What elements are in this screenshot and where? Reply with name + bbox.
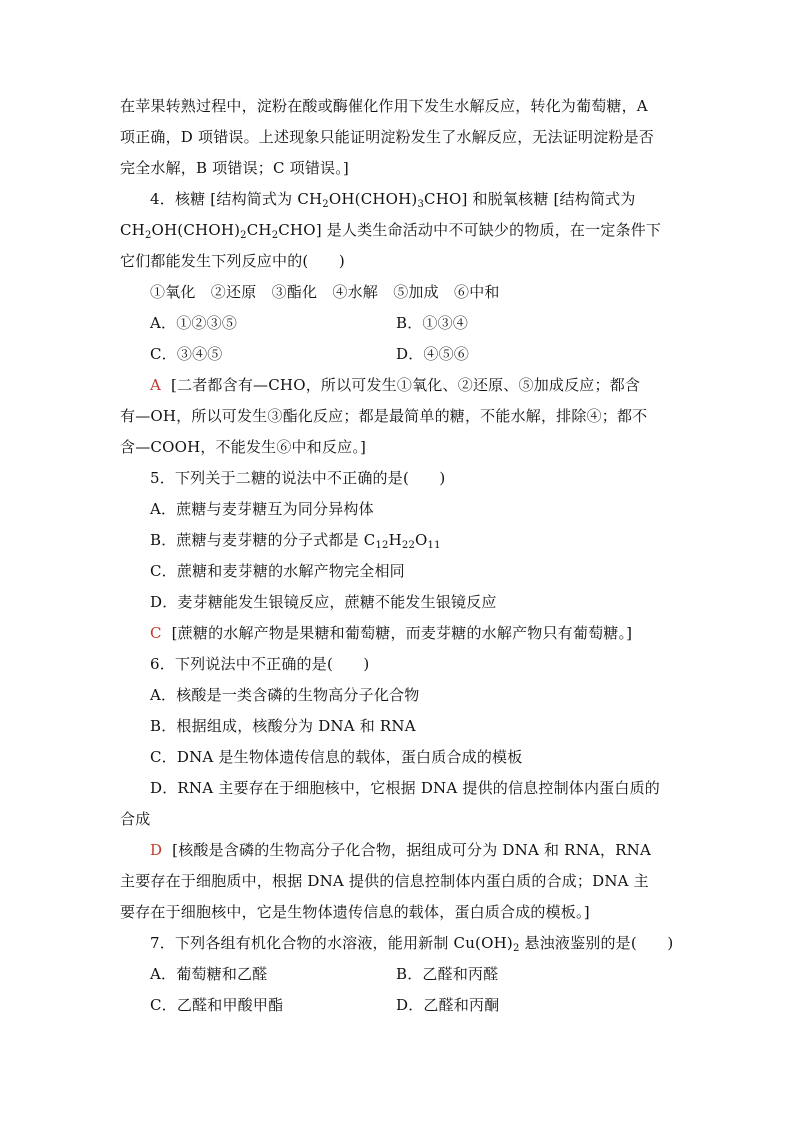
q6-answer: D: [150, 841, 163, 859]
q7-option-d: D．乙醛和丙酮: [396, 996, 500, 1014]
intro-line-1: 在苹果转熟过程中，淀粉在酸或酶催化作用下发生水解反应，转化为葡萄糖，A: [120, 97, 648, 115]
q6-option-c: C．DNA 是生物体遗传信息的载体，蛋白质合成的模板: [150, 748, 523, 766]
q6-option-b: B．根据组成，核酸分为 DNA 和 RNA: [150, 717, 416, 735]
q5-explanation: C [蔗糖的水解产物是果糖和葡萄糖，而麦芽糖的水解产物只有葡萄糖。]: [150, 624, 633, 642]
q4-option-b: B．①③④: [396, 314, 469, 332]
q6-option-d-line-1: D．RNA 主要存在于细胞核中，它根据 DNA 提供的信息控制体内蛋白质的: [150, 779, 660, 797]
q6-explanation-line-3: 要存在于细胞核中，它是生物体遗传信息的载体，蛋白质合成的模板。]: [120, 903, 590, 921]
q4-stem-line-3: 它们都能发生下列反应中的( ): [120, 252, 345, 270]
q4-explanation-line-3: 含—COOH，不能发生⑥中和反应。]: [120, 438, 367, 456]
q5-stem: 5．下列关于二糖的说法中不正确的是( ): [150, 469, 446, 487]
q5-option-a: A．蔗糖与麦芽糖互为同分异构体: [150, 500, 374, 518]
q4-reaction-list: ①氧化 ②还原 ③酯化 ④水解 ⑤加成 ⑥中和: [150, 283, 500, 301]
q6-option-a: A．核酸是一类含磷的生物高分子化合物: [150, 686, 420, 704]
q6-explanation-line-2: 主要存在于细胞质中，根据 DNA 提供的信息控制体内蛋白质的合成；DNA 主: [120, 872, 649, 890]
q7-stem: 7．下列各组有机化合物的水溶液，能用新制 $Cu(OH)_2$ 悬浊液鉴别的是( ): [150, 934, 674, 954]
q6-stem: 6．下列说法中不正确的是( ): [150, 655, 370, 673]
intro-line-3: 完全水解，B 项错误；C 项错误。]: [120, 159, 349, 177]
q4-option-d: D．④⑤⑥: [396, 345, 470, 363]
q7-option-b: B．乙醛和丙醛: [396, 965, 499, 983]
q4-stem-line-1: 4．核糖 [结构简式为 $CH_2OH(CHOH)_3CHO$] 和脱氧核糖 [结构简式为: [150, 190, 636, 210]
q4-explanation-line-2: 有—OH，所以可发生③酯化反应；都是最简单的糖，不能水解，排除④；都不: [120, 407, 648, 425]
q7-option-a: A．葡萄糖和乙醛: [150, 965, 268, 983]
q6-explanation-line-1: D [核酸是含磷的生物高分子化合物，据组成可分为 DNA 和 RNA，RNA: [150, 841, 652, 859]
q4-option-a: A．①②③⑤: [150, 314, 238, 332]
intro-line-2: 项正确，D 项错误。上述现象只能证明淀粉发生了水解反应，无法证明淀粉是否: [120, 128, 654, 146]
q4-stem-line-2: $CH_2OH(CHOH)_2CH_2CHO$] 是人类生命活动中不可缺少的物质，在一定条件下: [120, 221, 662, 241]
q5-option-c: C．蔗糖和麦芽糖的水解产物完全相同: [150, 562, 405, 580]
q5-option-b: B．蔗糖与麦芽糖的分子式都是 $C_{12}H_{22}O_{11}$: [150, 531, 441, 551]
q5-answer: C: [150, 624, 162, 642]
q7-option-c: C．乙醛和甲酸甲酯: [150, 996, 284, 1014]
q4-explanation-line-1: A [二者都含有—CHO，所以可发生①氧化、②还原、⑤加成反应；都含: [150, 376, 641, 394]
q6-option-d-line-2: 合成: [120, 810, 151, 828]
q4-option-c: C．③④⑤: [150, 345, 223, 363]
q5-option-d: D．麦芽糖能发生银镜反应，蔗糖不能发生银镜反应: [150, 593, 497, 611]
q4-answer: A: [150, 376, 162, 394]
